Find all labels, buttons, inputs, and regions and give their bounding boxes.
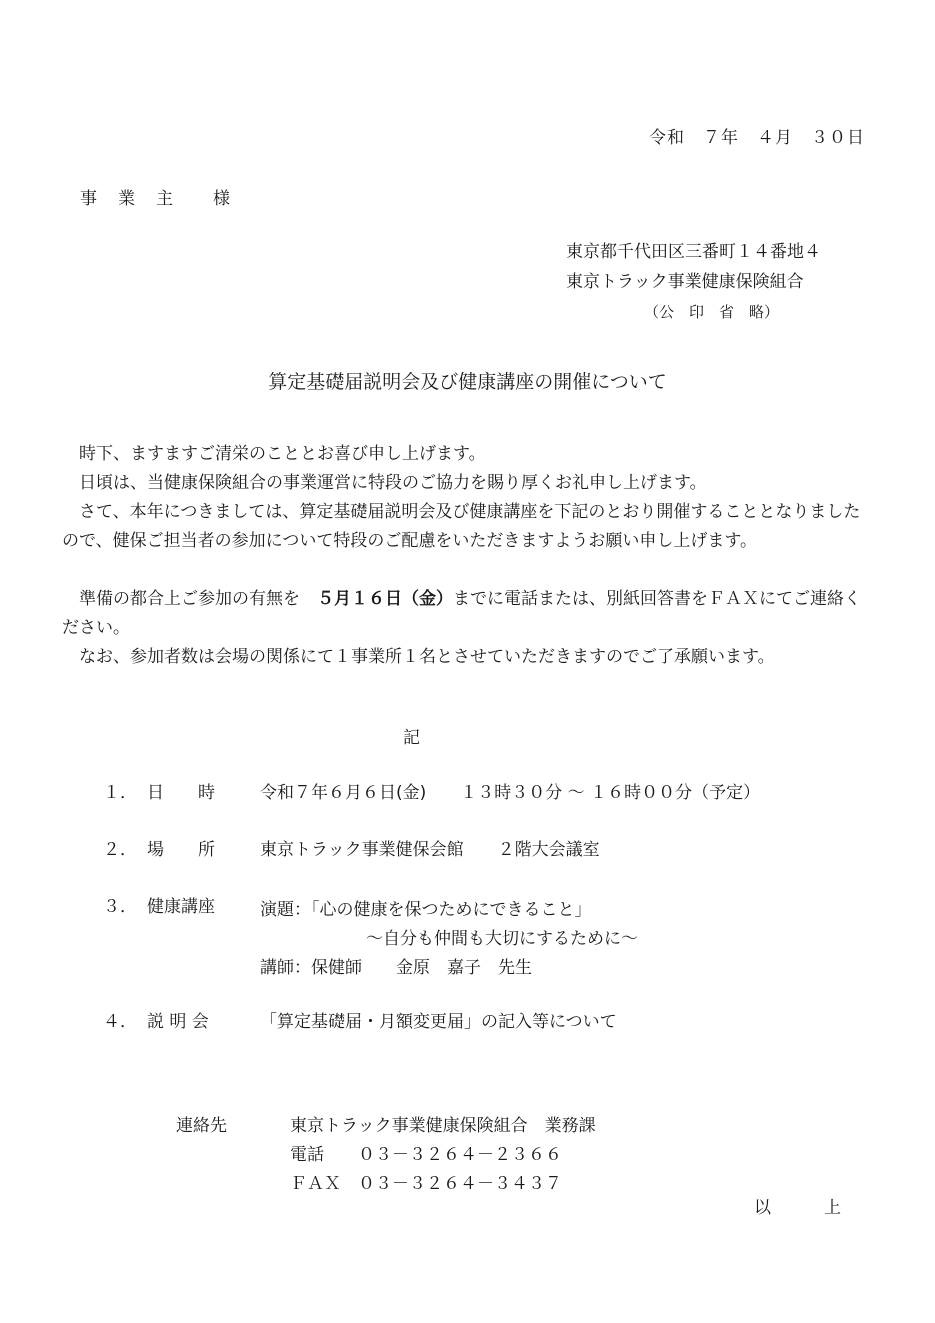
document-title: 算定基礎届説明会及び健康講座の開催について: [268, 371, 667, 393]
paragraph-thanks: 日頃は、当健康保険組合の事業運営に特段のご協力を賜り厚くお礼申し上げます。: [79, 473, 707, 493]
seal-omitted-note: （公 印 省 略）: [644, 303, 780, 321]
lecture-speaker: 講師：保健師 金原 嘉子 先生: [260, 958, 532, 978]
item-value: 令和７年６月６日(金) １３時３０分 ～ １６時００分（予定）: [260, 783, 761, 803]
item-number: ４．: [103, 1012, 137, 1032]
item-label: 場 所: [147, 840, 215, 860]
item-number: ３．: [103, 897, 137, 917]
item-number: １．: [103, 783, 137, 803]
ki-heading: 記: [403, 728, 420, 748]
sender-block: [566, 237, 821, 327]
contact-org: 東京トラック事業健康保険組合 業務課: [290, 1116, 596, 1136]
paragraph-attendance-limit: なお、参加者数は会場の関係にて１事業所１名とさせていただきますのでご了承願います。: [79, 647, 775, 667]
item-label: 健康講座: [147, 897, 215, 917]
item-value: 東京トラック事業健保会館 ２階大会議室: [260, 840, 600, 860]
rsvp-text-before: 準備の都合上ご参加の有無を: [79, 589, 300, 609]
lecture-topic: 演題：「心の健康を保つためにできること」: [260, 900, 592, 920]
item-health-lecture: [103, 896, 760, 1011]
item-venue: [103, 839, 760, 896]
item-value: 「算定基礎届・月額変更届」の記入等について: [260, 1012, 617, 1032]
paragraph-announcement: さて、本年につきましては、算定基礎届説明会及び健康講座を下記のとおり開催することとなりましたので、健保ご担当者の参加について特段のご配慮をいただきますようお願い申し上げます。: [62, 502, 861, 551]
paragraph-greeting: 時下、ますますご清栄のこととお喜び申し上げます。: [79, 444, 486, 464]
contact-fax: ＦＡＸ ０３－３２６４－３４３７: [290, 1174, 562, 1194]
sender-name: 東京トラック事業健康保険組合: [566, 272, 804, 292]
item-datetime: [103, 782, 760, 839]
item-list: [103, 782, 760, 1051]
document-date: 令和 ７年 ４月 ３０日: [649, 128, 865, 148]
item-number: ２．: [103, 840, 137, 860]
item-briefing: [103, 1011, 760, 1051]
paragraph-rsvp: [62, 585, 868, 643]
contact-phone: 電話 ０３－３２６４－２３６６: [290, 1145, 562, 1165]
closing-mark: 以 上: [754, 1198, 859, 1218]
body-text: [62, 440, 868, 672]
item-label: 説 明 会: [147, 1012, 209, 1032]
lecture-subtitle: ～自分も仲間も大切にするために～: [366, 929, 638, 949]
rsvp-text-after: までに電話または、別紙回答書をＦＡＸにてご連絡ください。: [62, 589, 861, 638]
rsvp-deadline: ５月１６日（金）: [317, 589, 453, 609]
item-label: 日 時: [147, 783, 215, 803]
contact-block: [176, 1112, 596, 1199]
addressee: 事 業 主 様: [80, 189, 232, 209]
contact-label: 連絡先: [176, 1116, 227, 1136]
sender-address: 東京都千代田区三番町１４番地４: [566, 242, 821, 262]
